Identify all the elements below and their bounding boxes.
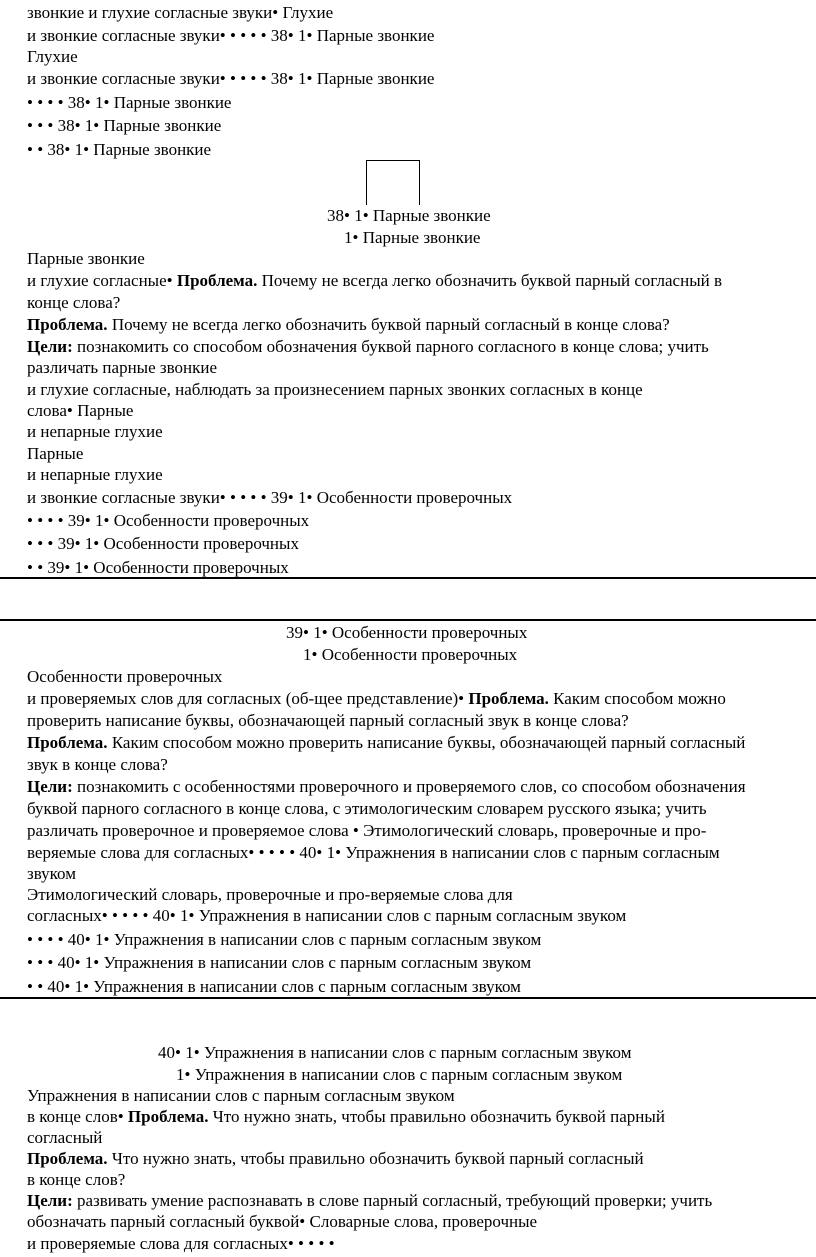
text-line [27, 1190, 712, 1212]
text-line: • • • 38• 1• Парные звонкие [27, 116, 222, 135]
text-line: • • 40• 1• Упражнения в написании слов с парным согласным звуком [27, 977, 521, 996]
text-line [27, 776, 746, 798]
text-line: 1• Упражнения в написании слов с парным согласным звуком [176, 1065, 623, 1084]
text-line: • • • • 40• 1• Упражнения в написании слов с парным согласным звуком [27, 930, 542, 949]
text-run: Почему не всегда легко обозначить буквой парный согласный в [257, 271, 722, 290]
bracket-shape [366, 160, 420, 205]
text-line [27, 314, 670, 336]
text-line [27, 336, 709, 358]
text-line: и звонкие согласные звуки• • • • • 38• 1• Парные звонкие [27, 69, 435, 88]
text-line: • • 38• 1• Парные звонкие [27, 140, 212, 159]
text-line: Глухие [27, 47, 78, 66]
text-line: Парные [27, 444, 84, 463]
text-line [27, 688, 726, 710]
text-run: и проверяемых слов для согласных (об-щее представление)• [27, 689, 469, 708]
text-run: познакомить с особенностями проверочного и проверяемого слов, со способом обозначения [72, 777, 746, 796]
text-run: Каким способом можно [548, 689, 726, 708]
text-line: 39• 1• Особенности проверочных [286, 623, 528, 642]
goals-label: Цели: [27, 1191, 73, 1210]
text-run: и глухие согласные• [27, 271, 177, 290]
text-line: и непарные глухие [27, 465, 163, 484]
problem-label: Проблема. [27, 315, 108, 334]
goals-label: Цели: [27, 777, 73, 796]
text-line [27, 1106, 665, 1128]
text-line: Упражнения в написании слов с парным согласным звуком [27, 1086, 455, 1105]
text-line: конце слова? [27, 293, 121, 312]
problem-label: Проблема. [27, 733, 108, 752]
text-run: познакомить со способом обозначения буквой парного согласного в конце слова; учить [72, 337, 709, 356]
text-run: развивать умение распознавать в слове парный согласный, требующий проверки; учить [72, 1191, 713, 1210]
text-line: • • • 40• 1• Упражнения в написании слов с парным согласным звуком [27, 953, 532, 972]
text-line: звуком [27, 864, 76, 883]
text-line: согласный [27, 1128, 103, 1147]
text-line: звук в конце слова? [27, 755, 168, 774]
text-line: Этимологический словарь, проверочные и про-веряемые слова для [27, 885, 513, 904]
text-line: веряемые слова для согласных• • • • • 40• 1• Упражнения в написании слов с парным согласным [27, 843, 720, 862]
horizontal-rule [0, 997, 816, 999]
text-run: Каким способом можно проверить написание буквы, обозначающей парный согласный [107, 733, 746, 752]
text-line: Особенности проверочных [27, 667, 223, 686]
text-run: в конце слов• [27, 1107, 128, 1126]
text-line: буквой парного согласного в конце слова, с этимологическим словарем русского языка; учить [27, 799, 707, 818]
text-line: и проверяемые слова для согласных• • • • • [27, 1234, 335, 1253]
text-line: • • • 39• 1• Особенности проверочных [27, 534, 299, 553]
text-line: различать проверочное и проверяемое слова • Этимологический словарь, проверочные и про- [27, 821, 707, 840]
text-line: 40• 1• Упражнения в написании слов с парным согласным звуком [158, 1043, 632, 1062]
text-line: 38• 1• Парные звонкие [327, 206, 491, 225]
text-line [27, 732, 745, 754]
problem-label: Проблема. [176, 271, 258, 290]
goals-label: Цели: [27, 337, 73, 356]
text-line: и глухие согласные, наблюдать за произнесением парных звонких согласных в конце [27, 380, 643, 399]
text-line: 1• Особенности проверочных [303, 645, 518, 664]
text-line: 1• Парные звонкие [344, 228, 481, 247]
horizontal-rule [0, 619, 816, 621]
horizontal-rule [0, 577, 816, 579]
text-run: Что нужно знать, чтобы правильно обозначить буквой парный [208, 1107, 665, 1126]
text-line: в конце слов? [27, 1170, 126, 1189]
text-line [27, 1148, 644, 1170]
text-line: обозначать парный согласный буквой• Словарные слова, проверочные [27, 1212, 538, 1231]
problem-label: Проблема. [127, 1107, 209, 1126]
text-line: и звонкие согласные звуки• • • • • 39• 1• Особенности проверочных [27, 488, 513, 507]
text-line: • • • • 39• 1• Особенности проверочных [27, 511, 310, 530]
text-run: Что нужно знать, чтобы правильно обозначить буквой парный согласный [107, 1149, 644, 1168]
text-run: Почему не всегда легко обозначить буквой парный согласный в конце слова? [107, 315, 670, 334]
text-line: проверить написание буквы, обозначающей парный согласный звук в конце слова? [27, 711, 629, 730]
text-line: • • • • 38• 1• Парные звонкие [27, 93, 232, 112]
text-line: слова• Парные [27, 401, 134, 420]
text-line: • • 39• 1• Особенности проверочных [27, 558, 289, 577]
text-line: различать парные звонкие [27, 358, 218, 377]
problem-label: Проблема. [27, 1149, 108, 1168]
text-line: согласных• • • • • 40• 1• Упражнения в написании слов с парным согласным звуком [27, 906, 627, 925]
text-line: звонкие и глухие согласные звуки• Глухие [27, 3, 334, 22]
problem-label: Проблема. [468, 689, 549, 708]
text-line: и звонкие согласные звуки• • • • • 38• 1• Парные звонкие [27, 26, 435, 45]
text-line: и непарные глухие [27, 422, 163, 441]
text-line: Парные звонкие [27, 249, 145, 268]
text-line [27, 270, 722, 292]
